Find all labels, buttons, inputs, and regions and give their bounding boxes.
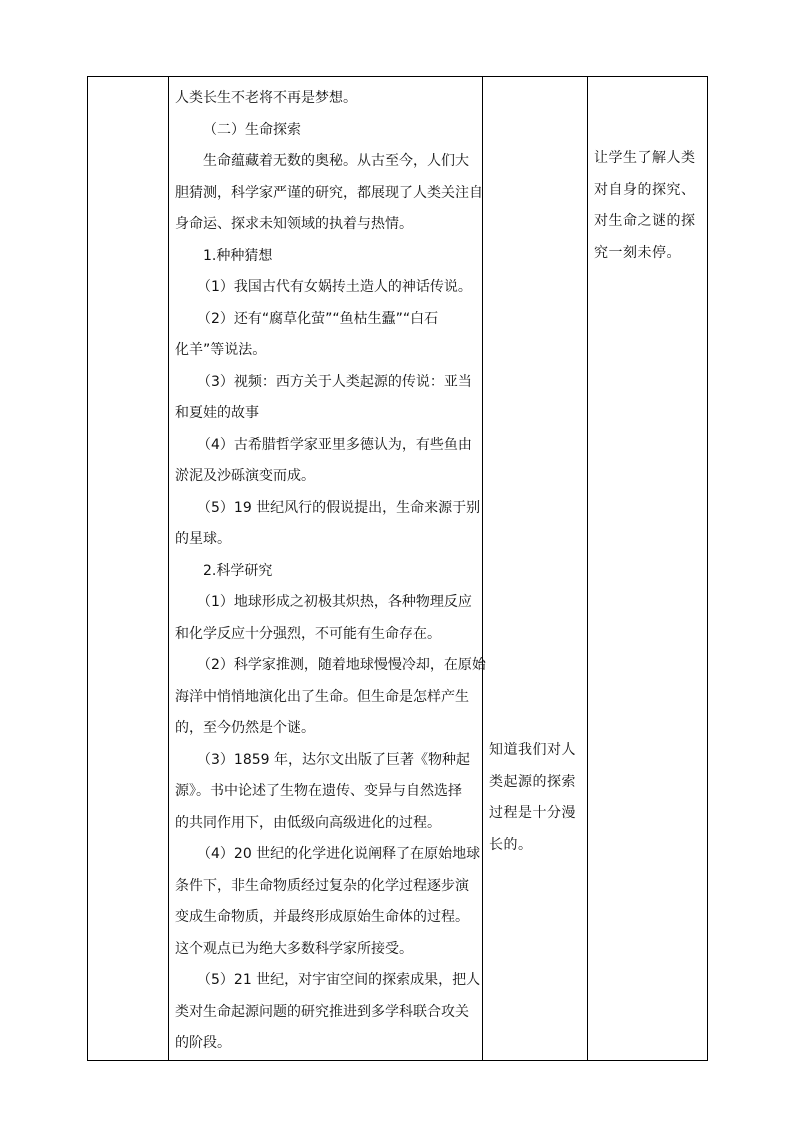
design-intent-line: 对生命之谜的探 [594,213,696,229]
lesson-plan-table [87,76,708,1061]
content-line: （3）视频：西方关于人类起源的传说：亚当 [197,373,472,390]
content-line: （2）科学家推测，随着地球慢慢冷却，在原始 [197,657,486,673]
content-line: 1.种种猜想 [203,247,273,264]
content-line: 类对生命起源问题的研究推进到多学科联合攻关 [175,1003,469,1020]
content-line: 生命蕴藏着无数的奥秘。从古至今，人们大 [203,153,469,169]
design-intent-cell [588,77,708,1061]
design-intent-line: 对自身的探究、 [594,181,696,198]
teaching-content-cell [169,77,486,1061]
design-intent-line: 让学生了解人类 [594,150,696,166]
content-line: 和夏娃的故事 [175,405,259,421]
content-line: （4）古希腊哲学家亚里多德认为，有些鱼由 [197,436,472,453]
design-intent-line: 究一刻未停。 [594,244,681,261]
content-line: （1）我国古代有女娲抟土造人的神话传说。 [197,279,472,295]
content-line: 变成生命物质，并最终形成原始生命体的过程。 [175,909,469,925]
content-line: 化羊”等说法。 [175,342,267,358]
student-activity-cell [483,77,588,1061]
content-line: 的阶段。 [175,1035,231,1051]
content-line: 的共同作用下，由低级向高级进化的过程。 [175,814,441,831]
content-line: （4）20 世纪的化学进化说阐释了在原始地球 [197,846,481,862]
content-line: 的，至今仍然是个谜。 [175,720,315,736]
content-line: 和化学反应十分强烈，不可能有生命存在。 [175,625,441,642]
content-line: 海洋中悄悄地演化出了生命。但生命是怎样产生 [175,688,469,705]
content-line: （5）19 世纪风行的假说提出，生命来源于别 [197,499,481,516]
table-row [88,77,708,1061]
content-line: （1）地球形成之初极其炽热，各种物理反应 [197,594,472,610]
design-intent [588,143,707,269]
student-activity [483,735,587,861]
content-line: 源》。书中论述了生物在遗传、变异与自然选择 [175,783,462,799]
content-line: 人类长生不老将不再是梦想。 [175,90,357,106]
teaching-content [169,77,486,1060]
content-line: （5）21 世纪，对宇宙空间的探索成果，把人 [197,972,481,988]
content-line: 这个观点已为绝大多数科学家所接受。 [175,940,413,957]
student-activity-line: 知道我们对人 [489,742,576,758]
content-line: 淤泥及沙砾演变而成。 [175,468,315,484]
content-line: 条件下，非生命物质经过复杂的化学过程逐步演 [175,877,469,894]
student-activity-line: 长的。 [489,836,533,853]
student-activity-line: 类起源的探索 [489,773,576,790]
empty-left-cell [88,77,169,1061]
content-line: 2.科学研究 [203,562,273,579]
content-line: （2）还有“腐草化萤”“鱼枯生蠹”“白石 [197,310,439,327]
content-line: （二）生命探索 [203,121,301,138]
content-line: 身命运、探求未知领域的执着与热情。 [175,216,413,232]
content-line: （3）1859 年，达尔文出版了巨著《物种起 [197,751,470,768]
content-line: 的星球。 [175,531,231,547]
student-activity-line: 过程是十分漫 [489,805,576,821]
content-line: 胆猜测，科学家严谨的研究，都展现了人类关注自 [175,184,483,201]
